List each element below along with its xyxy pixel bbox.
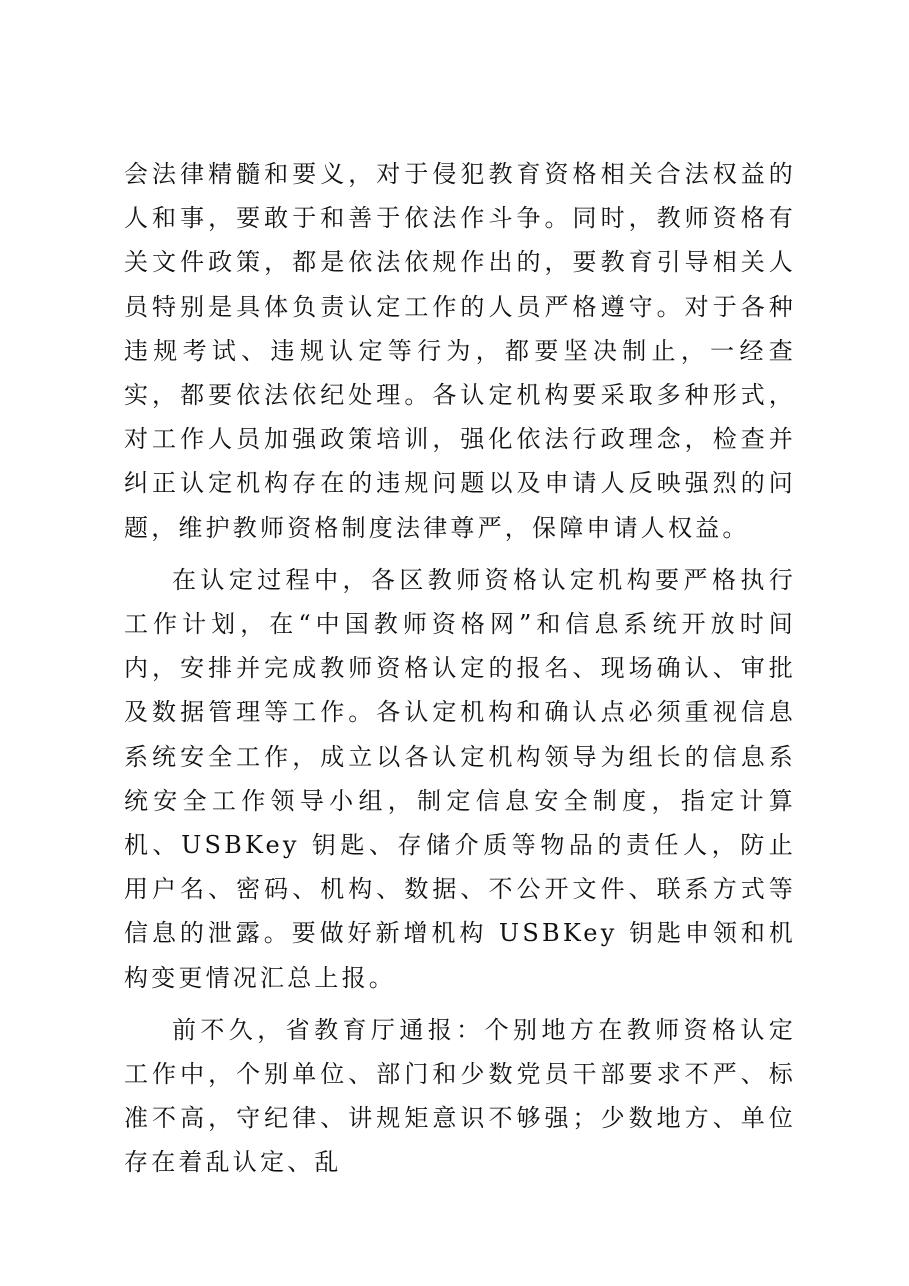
- paragraph-continuation: 会法律精髓和要义，对于侵犯教育资格相关合法权益的人和事，要敢于和善于依法作斗争。同时，教师资格有关文件政策，都是依法依规作出的，要教育引导相关人员特别是具体负责认定工作的人员严格遵守。对于各种违规考试、违规认定等行为，都要坚决制止，一经查实，都要依法依纪处理。各认定机构要采取多种形式，对工作人员加强政策培训，强化依法行政理念，检查并纠正认定机构存在的违规问题以及申请人反映强烈的问题，维护教师资格制度法律尊严，保障申请人权益。: [124, 160, 796, 542]
- document-body: [124, 152, 796, 1193]
- paragraph-certification-process: 在认定过程中，各区教师资格认定机构要严格执行工作计划，在“中国教师资格网”和信息系统开放时间内，安排并完成教师资格认定的报名、现场确认、审批及数据管理等工作。各认定机构和确认点必须重视信息系统安全工作，成立以各认定机构领导为组长的信息系统安全工作领导小组，制定信息安全制度，指定计算机、USBKey 钥匙、存储介质等物品的责任人，防止用户名、密码、机构、数据、不公开文件、联系方式等信息的泄露。要做好新增机构 USBKey 钥匙申领和机构变更情况汇总上报。: [124, 565, 796, 992]
- paragraph-provincial-notice: 前不久，省教育厅通报：个别地方在教师资格认定工作中，个别单位、部门和少数党员干部要求不严、标准不高，守纪律、讲规矩意识不够强；少数地方、单位存在着乱认定、乱: [124, 1015, 796, 1177]
